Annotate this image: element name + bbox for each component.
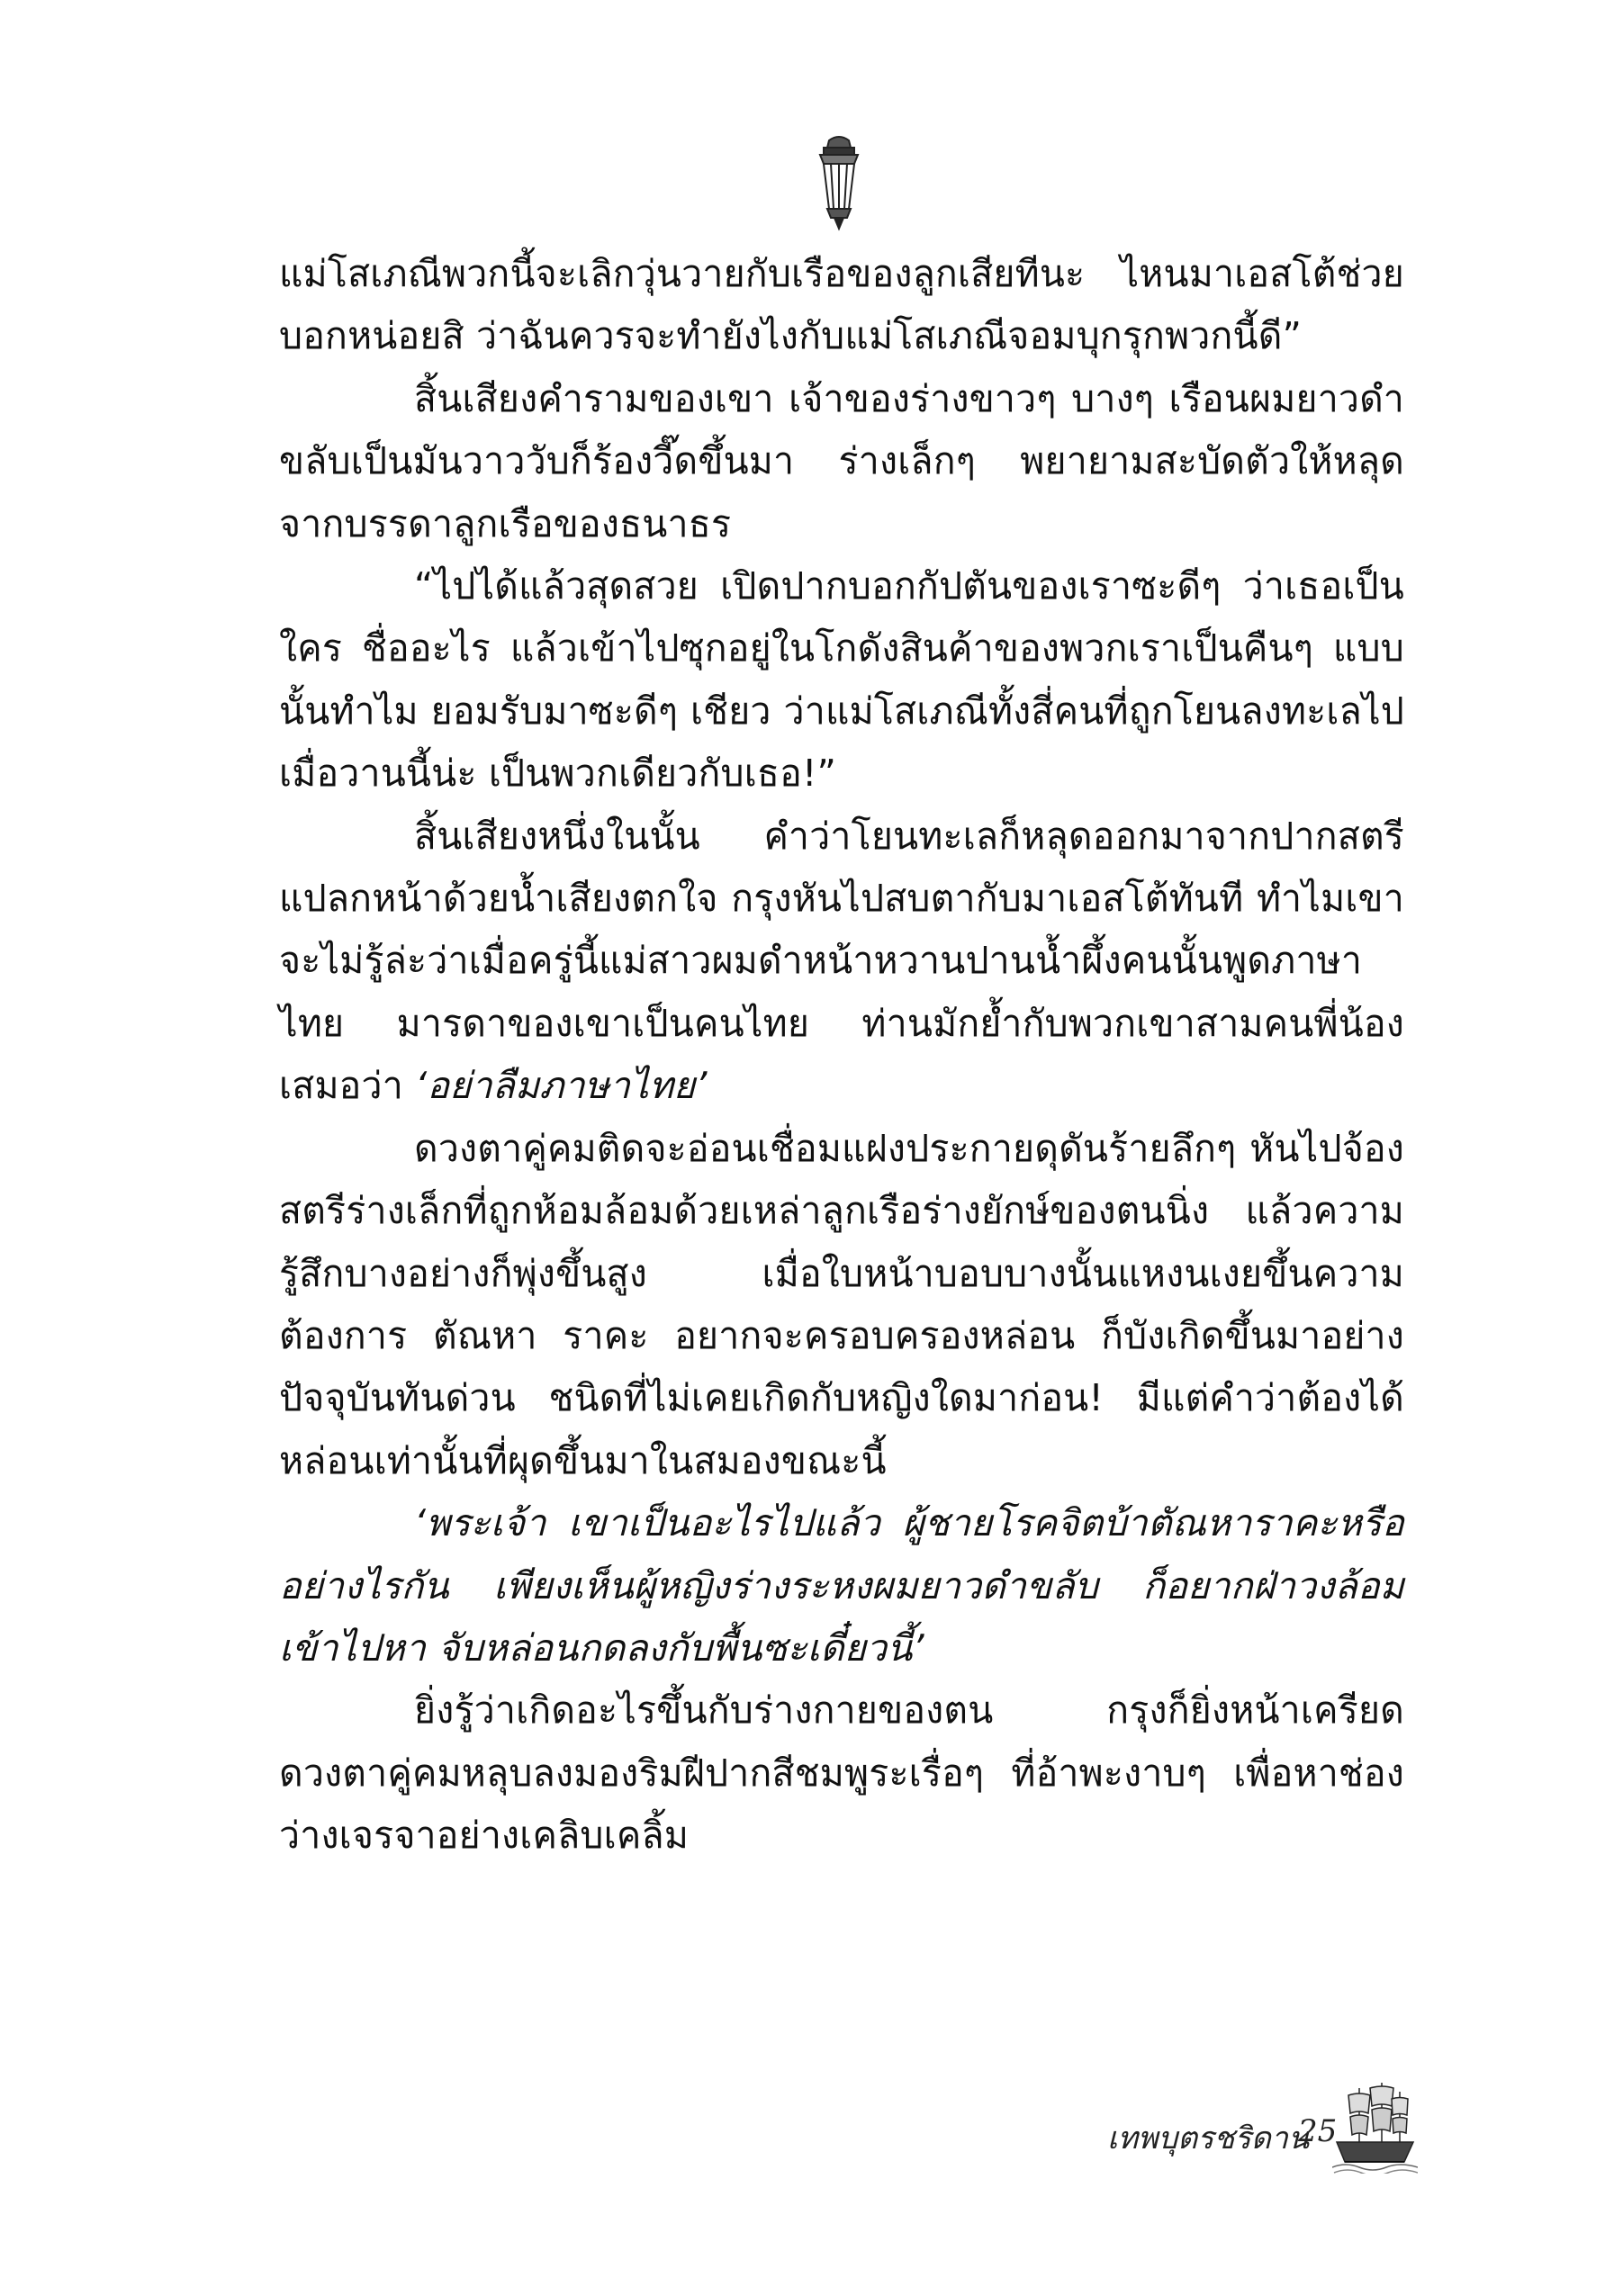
paragraph-7: ยิ่งรู้ว่าเกิดอะไรขึ้นกับร่างกายของตน กรุงก็ยิ่งหน้าเครียด ดวงตาคู่คมหลุบลงมองริมฝีปากสีชมพูระเรื่อๆ ที่อ้าพะงาบๆ เพื่อหาช่องว่างเจรจาอย่างเคลิบเคลิ้ม <box>279 1688 1404 1858</box>
body-text <box>279 243 1404 1868</box>
paragraph-1: แม่โสเภณีพวกนี้จะเลิกวุ่นวายกับเรือของลูกเสียทีนะ ไหนมาเอสโต้ช่วยบอกหน่อยสิ ว่าฉันควรจะทำยังไงกับแม่โสเภณีจอมบุกรุกพวกนี้ดี” <box>279 252 1404 358</box>
page-footer <box>1107 2079 1413 2187</box>
paragraph-4-text: สิ้นเสียงหนึ่งในนั้น คำว่าโยนทะเลก็หลุดออกมาจากปากสตรีแปลกหน้าด้วยน้ำเสียงตกใจ กรุงหันไปสบตากับมาเอสโต้ทันที ทำไมเขาจะไม่รู้ล่ะว่าเมื่อครู่นี้แม่สาวผมดำหน้าหวานปานน้ำผึ้งคนนั้นพูดภาษาไทย มารดาของเขาเป็นคนไทย ท่านมักย้ำกับพวกเขาสามคนพี่น้องเสมอว่า <box>279 814 1404 1108</box>
paragraph-4 <box>279 806 1404 1118</box>
paragraph-3: “ไปได้แล้วสุดสวย เปิดปากบอกกัปตันของเราซะดีๆ ว่าเธอเป็นใคร ชื่ออะไร แล้วเข้าไปซุกอยู่ในโกดังสินค้าของพวกเราเป็นคืนๆ แบบนั้นทำไม ยอมรับมาซะดีๆ เชียว ว่าแม่โสเภณีทั้งสี่คนที่ถูกโยนลงทะเลไปเมื่อวานนี้น่ะ เป็นพวกเดียวกับเธอ!” <box>279 564 1404 796</box>
paragraph-4-italic-phrase: ‘อย่าลืมภาษาไทย’ <box>415 1064 708 1108</box>
page-number: 25 <box>1298 2113 1338 2149</box>
sailing-ship-icon <box>1332 2079 1418 2174</box>
lantern-ornament-icon <box>811 133 867 232</box>
paragraph-6-inner-thought: ‘พระเจ้า เขาเป็นอะไรไปแล้ว ผู้ชายโรคจิตบ้าตัณหาราคะหรืออย่างไรกัน เพียงเห็นผู้หญิงร่างระหงผมยาวดำขลับ ก็อยากฝ่าวงล้อมเข้าไปหา จับหล่อนกดลงกับพื้นซะเดี๋ยวนี้’ <box>279 1501 1404 1670</box>
book-title: เทพบุตรชริดาน <box>1107 2120 1310 2156</box>
paragraph-2: สิ้นเสียงคำรามของเขา เจ้าของร่างขาวๆ บางๆ เรือนผมยาวดำขลับเป็นมันวาววับก็ร้องวี๊ดขึ้นมา ร่างเล็กๆ พยายามสะบัดตัวให้หลุดจากบรรดาลูกเรือของธนาธร <box>279 376 1404 545</box>
paragraph-5: ดวงตาคู่คมติดจะอ่อนเชื่อมแฝงประกายดุดันร้ายลึกๆ หันไปจ้องสตรีร่างเล็กที่ถูกห้อมล้อมด้วยเหล่าลูกเรือร่างยักษ์ของตนนิ่ง แล้วความรู้สึกบางอย่างก็พุ่งขึ้นสูง เมื่อใบหน้าบอบบางนั้นแหงนเงยขึ้นความต้องการ ตัณหา ราคะ อยากจะครอบครองหล่อน ก็บังเกิดขึ้นมาอย่างปัจจุบันทันด่วน ชนิดที่ไม่เคยเกิดกับหญิงใดมาก่อน! มีแต่คำว่าต้องได้หล่อนเท่านั้นที่ผุดขึ้นมาในสมองขณะนี้ <box>279 1126 1404 1482</box>
